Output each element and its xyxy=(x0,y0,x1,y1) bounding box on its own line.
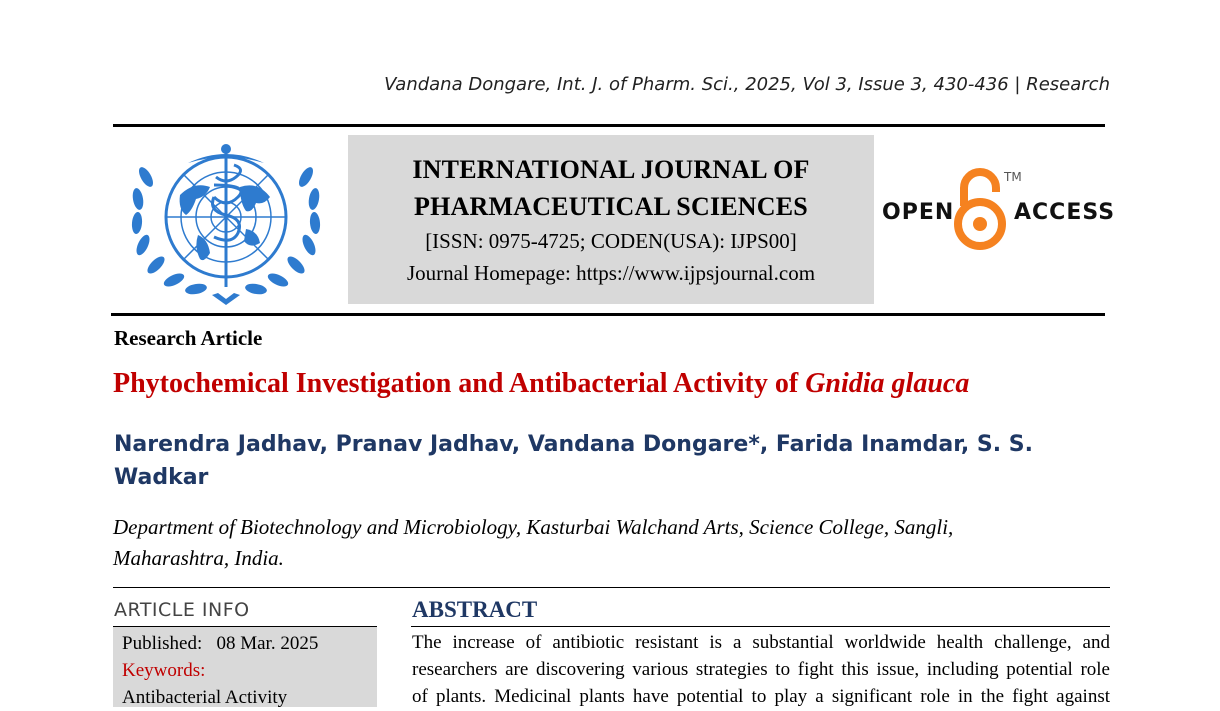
open-access-word-open: OPEN xyxy=(882,200,955,225)
published-row xyxy=(122,630,377,657)
author-line-2: Wadkar xyxy=(114,465,209,490)
journal-homepage[interactable]: Journal Homepage: https://www.ijpsjournal.com xyxy=(406,261,816,285)
affiliation-line-1: Department of Biotechnology and Microbiology, Kasturbai Walchand Arts, Science College, Sangli, xyxy=(113,515,954,539)
open-access-badge xyxy=(880,166,1116,252)
article-info-heading: ARTICLE INFO xyxy=(114,599,250,621)
article-title-species: Gnidia glauca xyxy=(805,368,970,399)
author-line-1: Narendra Jadhav, Pranav Jadhav, Vandana Dongare*, Farida Inamdar, S. S. xyxy=(114,432,1033,457)
open-access-word-access: ACCESS xyxy=(1014,200,1116,225)
keywords-label: Keywords: xyxy=(122,660,206,681)
running-header: Vandana Dongare, Int. J. of Pharm. Sci., 2025, Vol 3, Issue 3, 430-436 | Research xyxy=(384,74,1110,95)
article-title xyxy=(113,368,969,400)
affiliation-line-2: Maharashtra, India. xyxy=(113,546,284,570)
article-title-main: Phytochemical Investigation and Antibacterial Activity of xyxy=(113,368,806,399)
affiliation xyxy=(113,512,1073,574)
abstract-line-1: The increase of antibiotic resistant is a substantial worldwide health challenge, and xyxy=(412,632,1110,653)
section-divider xyxy=(113,587,1110,588)
author-list xyxy=(114,428,1074,494)
header-rule-bottom xyxy=(111,313,1105,316)
abstract-text xyxy=(412,629,1110,710)
journal-name-line2: PHARMACEUTICAL SCIENCES xyxy=(414,192,808,221)
published-label: Published: xyxy=(122,633,203,654)
abstract-line-2: researchers are discovering various strategies to fight this issue, including potential role xyxy=(412,659,1110,680)
trademark-mark: TM xyxy=(1004,170,1022,184)
open-lock-icon xyxy=(954,166,1010,252)
journal-issn: [ISSN: 0975-4725; CODEN(USA): IJPS00] xyxy=(425,229,797,253)
journal-masthead xyxy=(348,135,874,304)
keyword-item: Antibacterial Activity xyxy=(122,687,288,708)
article-type: Research Article xyxy=(114,326,263,350)
abstract-heading: ABSTRACT xyxy=(412,597,538,622)
abstract-rule xyxy=(411,626,1110,627)
published-date: 08 Mar. 2025 xyxy=(216,633,319,654)
abstract-line-3: of plants. Medicinal plants have potential to play a significant role in the fight against xyxy=(412,686,1110,707)
journal-name-line1: INTERNATIONAL JOURNAL OF xyxy=(412,155,810,184)
header-rule-top xyxy=(113,124,1105,127)
article-info-panel xyxy=(113,627,377,707)
globe-caduceus-emblem-icon xyxy=(128,137,324,307)
